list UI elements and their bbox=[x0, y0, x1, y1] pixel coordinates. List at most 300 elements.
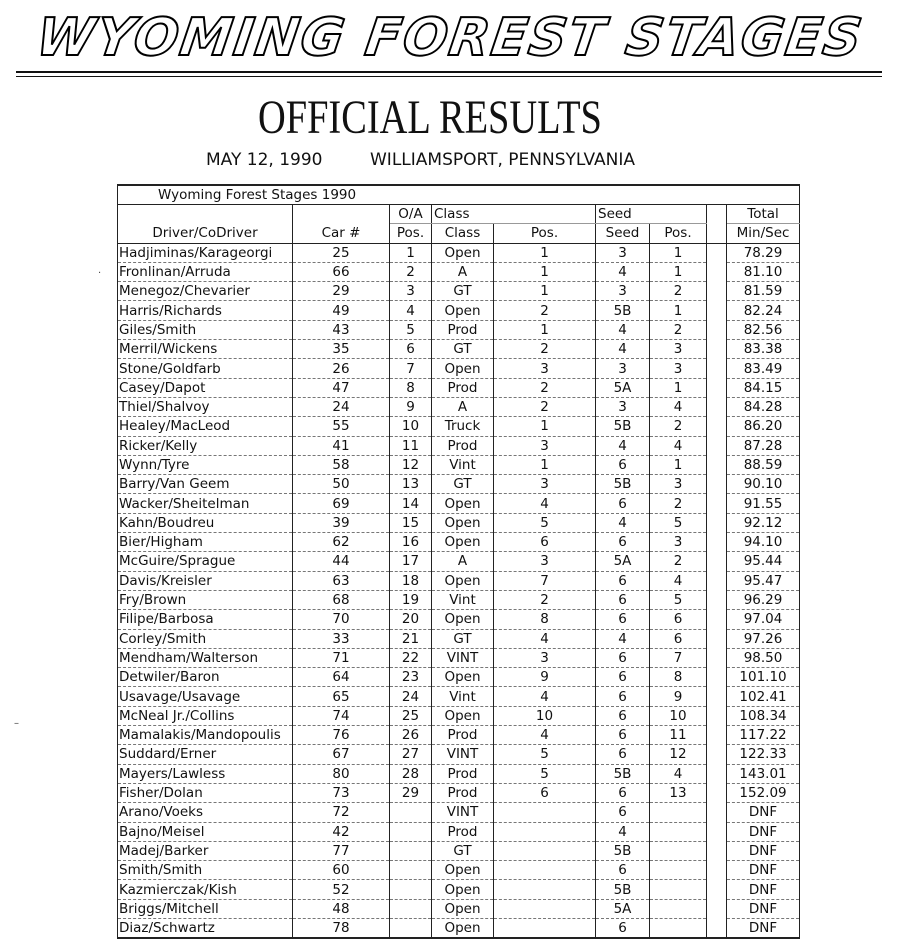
header-blank bbox=[118, 205, 293, 224]
cell-class-pos: 6 bbox=[494, 533, 596, 552]
cell-seed-pos: 4 bbox=[650, 436, 707, 455]
cell-seed: 5B bbox=[596, 880, 650, 899]
table-caption: Wyoming Forest Stages 1990 bbox=[118, 185, 800, 205]
cell-seed-pos bbox=[650, 861, 707, 880]
cell-driver: Mayers/Lawless bbox=[118, 764, 293, 783]
cell-oa-pos bbox=[390, 918, 432, 938]
cell-seed-pos: 2 bbox=[650, 320, 707, 339]
header-total-group: Total bbox=[727, 205, 800, 224]
cell-driver: Usavage/Usavage bbox=[118, 687, 293, 706]
table-row bbox=[118, 340, 800, 359]
cell-driver: Kahn/Boudreu bbox=[118, 513, 293, 532]
cell-seed: 6 bbox=[596, 803, 650, 822]
cell-seed: 6 bbox=[596, 533, 650, 552]
cell-gap bbox=[707, 706, 727, 725]
cell-oa-pos: 26 bbox=[390, 726, 432, 745]
cell-seed: 5A bbox=[596, 552, 650, 571]
cell-class: A bbox=[432, 552, 494, 571]
cell-oa-pos: 2 bbox=[390, 262, 432, 281]
cell-class: Prod bbox=[432, 764, 494, 783]
cell-car: 60 bbox=[293, 861, 390, 880]
cell-gap bbox=[707, 803, 727, 822]
cell-seed: 6 bbox=[596, 571, 650, 590]
cell-seed: 6 bbox=[596, 687, 650, 706]
cell-seed-pos: 4 bbox=[650, 764, 707, 783]
scan-speck: – bbox=[14, 718, 19, 729]
cell-seed: 3 bbox=[596, 397, 650, 416]
cell-time: 108.34 bbox=[727, 706, 800, 725]
cell-driver: McNeal Jr./Collins bbox=[118, 706, 293, 725]
cell-class: Open bbox=[432, 571, 494, 590]
cell-seed: 3 bbox=[596, 282, 650, 301]
cell-class: A bbox=[432, 397, 494, 416]
cell-oa-pos: 14 bbox=[390, 494, 432, 513]
cell-class-pos: 10 bbox=[494, 706, 596, 725]
cell-driver: Davis/Kreisler bbox=[118, 571, 293, 590]
cell-class-pos: 4 bbox=[494, 687, 596, 706]
cell-gap bbox=[707, 301, 727, 320]
cell-seed: 6 bbox=[596, 706, 650, 725]
cell-class-pos: 3 bbox=[494, 436, 596, 455]
cell-gap bbox=[707, 243, 727, 262]
page-title bbox=[0, 90, 860, 146]
cell-seed-pos bbox=[650, 918, 707, 938]
cell-driver: Merril/Wickens bbox=[118, 340, 293, 359]
cell-time: 143.01 bbox=[727, 764, 800, 783]
cell-car: 64 bbox=[293, 668, 390, 687]
cell-oa-pos: 8 bbox=[390, 378, 432, 397]
cell-class: Prod bbox=[432, 726, 494, 745]
cell-gap bbox=[707, 590, 727, 609]
cell-class-pos: 1 bbox=[494, 282, 596, 301]
cell-seed-pos bbox=[650, 822, 707, 841]
cell-driver: Stone/Goldfarb bbox=[118, 359, 293, 378]
cell-class-pos bbox=[494, 841, 596, 860]
cell-oa-pos: 12 bbox=[390, 455, 432, 474]
cell-gap bbox=[707, 533, 727, 552]
cell-class-pos: 1 bbox=[494, 262, 596, 281]
cell-car: 55 bbox=[293, 417, 390, 436]
cell-seed: 4 bbox=[596, 629, 650, 648]
cell-seed-pos: 2 bbox=[650, 282, 707, 301]
cell-driver: Arano/Voeks bbox=[118, 803, 293, 822]
cell-seed-pos: 8 bbox=[650, 668, 707, 687]
cell-seed: 6 bbox=[596, 783, 650, 802]
cell-gap bbox=[707, 899, 727, 918]
cell-seed-pos: 5 bbox=[650, 590, 707, 609]
cell-seed: 6 bbox=[596, 726, 650, 745]
cell-class: Truck bbox=[432, 417, 494, 436]
table-row bbox=[118, 918, 800, 938]
cell-time: 96.29 bbox=[727, 590, 800, 609]
cell-oa-pos bbox=[390, 803, 432, 822]
cell-gap bbox=[707, 552, 727, 571]
cell-car: 48 bbox=[293, 899, 390, 918]
table-row bbox=[118, 610, 800, 629]
table-row bbox=[118, 822, 800, 841]
cell-driver: Menegoz/Chevarier bbox=[118, 282, 293, 301]
banner-rule-thick bbox=[16, 71, 882, 73]
cell-driver: Filipe/Barbosa bbox=[118, 610, 293, 629]
cell-gap bbox=[707, 841, 727, 860]
cell-class: GT bbox=[432, 282, 494, 301]
cell-gap bbox=[707, 378, 727, 397]
cell-class-pos bbox=[494, 918, 596, 938]
cell-car: 65 bbox=[293, 687, 390, 706]
cell-seed: 4 bbox=[596, 320, 650, 339]
cell-car: 44 bbox=[293, 552, 390, 571]
cell-time: 82.56 bbox=[727, 320, 800, 339]
cell-car: 42 bbox=[293, 822, 390, 841]
cell-seed-pos: 6 bbox=[650, 610, 707, 629]
cell-seed-pos bbox=[650, 899, 707, 918]
cell-class-pos: 2 bbox=[494, 301, 596, 320]
page-title-text: OFFICIAL RESULTS bbox=[258, 91, 602, 144]
cell-seed-pos: 1 bbox=[650, 378, 707, 397]
cell-gap bbox=[707, 764, 727, 783]
cell-seed: 4 bbox=[596, 513, 650, 532]
cell-seed: 6 bbox=[596, 918, 650, 938]
cell-seed-pos: 1 bbox=[650, 301, 707, 320]
cell-class: Open bbox=[432, 243, 494, 262]
cell-time: 84.28 bbox=[727, 397, 800, 416]
cell-car: 63 bbox=[293, 571, 390, 590]
cell-time: 92.12 bbox=[727, 513, 800, 532]
cell-seed-pos bbox=[650, 880, 707, 899]
cell-gap bbox=[707, 513, 727, 532]
cell-seed-pos: 11 bbox=[650, 726, 707, 745]
cell-seed: 5B bbox=[596, 841, 650, 860]
cell-car: 49 bbox=[293, 301, 390, 320]
cell-class: Prod bbox=[432, 822, 494, 841]
cell-class-pos: 2 bbox=[494, 340, 596, 359]
table-row bbox=[118, 648, 800, 667]
cell-class-pos: 2 bbox=[494, 378, 596, 397]
cell-class: Open bbox=[432, 513, 494, 532]
cell-driver: Kazmierczak/Kish bbox=[118, 880, 293, 899]
cell-time: 95.47 bbox=[727, 571, 800, 590]
cell-oa-pos: 25 bbox=[390, 706, 432, 725]
cell-class-pos: 1 bbox=[494, 243, 596, 262]
cell-oa-pos: 20 bbox=[390, 610, 432, 629]
cell-class: VINT bbox=[432, 745, 494, 764]
cell-seed: 6 bbox=[596, 861, 650, 880]
cell-gap bbox=[707, 726, 727, 745]
cell-gap bbox=[707, 494, 727, 513]
event-date: MAY 12, 1990 bbox=[206, 150, 323, 170]
cell-gap bbox=[707, 282, 727, 301]
table-row bbox=[118, 513, 800, 532]
cell-seed-pos: 7 bbox=[650, 648, 707, 667]
cell-driver: Detwiler/Baron bbox=[118, 668, 293, 687]
cell-driver: Harris/Richards bbox=[118, 301, 293, 320]
cell-oa-pos bbox=[390, 822, 432, 841]
cell-car: 52 bbox=[293, 880, 390, 899]
cell-class: Vint bbox=[432, 455, 494, 474]
cell-time: 152.09 bbox=[727, 783, 800, 802]
cell-gap bbox=[707, 861, 727, 880]
cell-class-pos: 2 bbox=[494, 590, 596, 609]
cell-time: 97.04 bbox=[727, 610, 800, 629]
cell-driver: Briggs/Mitchell bbox=[118, 899, 293, 918]
header-class: Class bbox=[432, 224, 494, 243]
cell-oa-pos: 22 bbox=[390, 648, 432, 667]
table-row bbox=[118, 841, 800, 860]
cell-oa-pos: 9 bbox=[390, 397, 432, 416]
cell-class: Prod bbox=[432, 378, 494, 397]
cell-car: 68 bbox=[293, 590, 390, 609]
cell-driver: McGuire/Sprague bbox=[118, 552, 293, 571]
table-row bbox=[118, 552, 800, 571]
cell-time: 78.29 bbox=[727, 243, 800, 262]
cell-seed-pos: 1 bbox=[650, 262, 707, 281]
cell-driver: Mendham/Walterson bbox=[118, 648, 293, 667]
table-row bbox=[118, 629, 800, 648]
results-table bbox=[117, 184, 800, 939]
cell-seed: 6 bbox=[596, 455, 650, 474]
table-row bbox=[118, 359, 800, 378]
cell-time: 97.26 bbox=[727, 629, 800, 648]
cell-gap bbox=[707, 417, 727, 436]
cell-seed: 4 bbox=[596, 340, 650, 359]
cell-driver: Corley/Smith bbox=[118, 629, 293, 648]
cell-class: Open bbox=[432, 494, 494, 513]
cell-seed-pos: 3 bbox=[650, 340, 707, 359]
cell-seed-pos: 1 bbox=[650, 455, 707, 474]
cell-time: 83.49 bbox=[727, 359, 800, 378]
cell-time: 94.10 bbox=[727, 533, 800, 552]
cell-oa-pos: 3 bbox=[390, 282, 432, 301]
cell-seed-pos: 5 bbox=[650, 513, 707, 532]
cell-class-pos bbox=[494, 880, 596, 899]
cell-car: 25 bbox=[293, 243, 390, 262]
table-row bbox=[118, 803, 800, 822]
cell-oa-pos: 11 bbox=[390, 436, 432, 455]
event-location: WILLIAMSPORT, PENNSYLVANIA bbox=[370, 150, 636, 170]
cell-class: Open bbox=[432, 899, 494, 918]
cell-gap bbox=[707, 475, 727, 494]
cell-oa-pos bbox=[390, 899, 432, 918]
cell-seed-pos: 2 bbox=[650, 417, 707, 436]
cell-seed: 6 bbox=[596, 610, 650, 629]
cell-car: 70 bbox=[293, 610, 390, 629]
table-row bbox=[118, 301, 800, 320]
table-row bbox=[118, 861, 800, 880]
cell-driver: Casey/Dapot bbox=[118, 378, 293, 397]
cell-driver: Wynn/Tyre bbox=[118, 455, 293, 474]
cell-seed-pos bbox=[650, 841, 707, 860]
cell-car: 66 bbox=[293, 262, 390, 281]
cell-seed-pos: 6 bbox=[650, 629, 707, 648]
cell-seed-pos: 9 bbox=[650, 687, 707, 706]
cell-driver: Diaz/Schwartz bbox=[118, 918, 293, 938]
cell-seed: 6 bbox=[596, 668, 650, 687]
table-row bbox=[118, 687, 800, 706]
cell-seed-pos: 4 bbox=[650, 571, 707, 590]
cell-seed: 6 bbox=[596, 494, 650, 513]
cell-class: GT bbox=[432, 841, 494, 860]
table-row bbox=[118, 436, 800, 455]
header-gap bbox=[707, 205, 727, 224]
cell-oa-pos: 28 bbox=[390, 764, 432, 783]
cell-car: 73 bbox=[293, 783, 390, 802]
cell-driver: Wacker/Sheitelman bbox=[118, 494, 293, 513]
cell-oa-pos: 27 bbox=[390, 745, 432, 764]
cell-driver: Bier/Higham bbox=[118, 533, 293, 552]
table-row bbox=[118, 397, 800, 416]
cell-seed: 3 bbox=[596, 359, 650, 378]
cell-class-pos: 5 bbox=[494, 513, 596, 532]
cell-driver: Suddard/Erner bbox=[118, 745, 293, 764]
cell-class-pos: 8 bbox=[494, 610, 596, 629]
table-row bbox=[118, 262, 800, 281]
cell-gap bbox=[707, 783, 727, 802]
cell-time: 83.38 bbox=[727, 340, 800, 359]
table-row bbox=[118, 783, 800, 802]
table-row bbox=[118, 571, 800, 590]
scan-speck: · bbox=[98, 268, 102, 279]
cell-class: A bbox=[432, 262, 494, 281]
cell-oa-pos: 1 bbox=[390, 243, 432, 262]
cell-class: Open bbox=[432, 301, 494, 320]
cell-class-pos: 3 bbox=[494, 648, 596, 667]
cell-seed: 6 bbox=[596, 590, 650, 609]
dateline bbox=[0, 148, 900, 172]
cell-oa-pos: 29 bbox=[390, 783, 432, 802]
cell-class: GT bbox=[432, 340, 494, 359]
table-row bbox=[118, 668, 800, 687]
cell-class: Prod bbox=[432, 436, 494, 455]
cell-time: 87.28 bbox=[727, 436, 800, 455]
cell-car: 69 bbox=[293, 494, 390, 513]
cell-car: 43 bbox=[293, 320, 390, 339]
cell-driver: Ricker/Kelly bbox=[118, 436, 293, 455]
cell-class-pos: 1 bbox=[494, 320, 596, 339]
cell-class-pos: 3 bbox=[494, 552, 596, 571]
cell-seed: 6 bbox=[596, 745, 650, 764]
cell-seed: 5B bbox=[596, 764, 650, 783]
cell-seed: 5B bbox=[596, 301, 650, 320]
cell-oa-pos: 7 bbox=[390, 359, 432, 378]
cell-time: DNF bbox=[727, 880, 800, 899]
cell-car: 58 bbox=[293, 455, 390, 474]
cell-seed: 5B bbox=[596, 417, 650, 436]
cell-time: DNF bbox=[727, 918, 800, 938]
banner-title: WYOMING FOREST STAGES bbox=[32, 8, 868, 68]
header-time: Min/Sec bbox=[727, 224, 800, 243]
table-row bbox=[118, 282, 800, 301]
cell-class: Open bbox=[432, 918, 494, 938]
cell-gap bbox=[707, 455, 727, 474]
header-seed-pos: Pos. bbox=[650, 224, 707, 243]
table-row bbox=[118, 726, 800, 745]
cell-seed: 5B bbox=[596, 475, 650, 494]
cell-driver: Bajno/Meisel bbox=[118, 822, 293, 841]
cell-driver: Fronlinan/Arruda bbox=[118, 262, 293, 281]
cell-class: GT bbox=[432, 475, 494, 494]
header-driver: Driver/CoDriver bbox=[118, 224, 293, 243]
cell-gap bbox=[707, 822, 727, 841]
cell-gap bbox=[707, 918, 727, 938]
cell-gap bbox=[707, 340, 727, 359]
cell-class-pos bbox=[494, 822, 596, 841]
table-row bbox=[118, 706, 800, 725]
cell-oa-pos: 24 bbox=[390, 687, 432, 706]
table-row bbox=[118, 378, 800, 397]
cell-class-pos: 9 bbox=[494, 668, 596, 687]
cell-gap bbox=[707, 320, 727, 339]
header-car: Car # bbox=[293, 224, 390, 243]
cell-class-pos: 1 bbox=[494, 417, 596, 436]
cell-time: 81.59 bbox=[727, 282, 800, 301]
cell-class-pos bbox=[494, 803, 596, 822]
cell-class: VINT bbox=[432, 803, 494, 822]
cell-time: 102.41 bbox=[727, 687, 800, 706]
cell-class: Open bbox=[432, 359, 494, 378]
table-row bbox=[118, 880, 800, 899]
cell-time: 98.50 bbox=[727, 648, 800, 667]
cell-class: Open bbox=[432, 668, 494, 687]
cell-time: 86.20 bbox=[727, 417, 800, 436]
cell-oa-pos: 10 bbox=[390, 417, 432, 436]
cell-seed: 5A bbox=[596, 899, 650, 918]
cell-oa-pos: 15 bbox=[390, 513, 432, 532]
cell-oa-pos: 23 bbox=[390, 668, 432, 687]
table-row bbox=[118, 417, 800, 436]
cell-time: 91.55 bbox=[727, 494, 800, 513]
cell-seed: 6 bbox=[596, 648, 650, 667]
cell-seed-pos: 3 bbox=[650, 359, 707, 378]
table-row bbox=[118, 764, 800, 783]
cell-oa-pos: 19 bbox=[390, 590, 432, 609]
cell-car: 35 bbox=[293, 340, 390, 359]
cell-car: 29 bbox=[293, 282, 390, 301]
cell-oa-pos: 13 bbox=[390, 475, 432, 494]
cell-car: 72 bbox=[293, 803, 390, 822]
cell-gap bbox=[707, 397, 727, 416]
cell-class-pos: 5 bbox=[494, 764, 596, 783]
cell-gap bbox=[707, 436, 727, 455]
cell-driver: Giles/Smith bbox=[118, 320, 293, 339]
cell-driver: Barry/Van Geem bbox=[118, 475, 293, 494]
header-oa: O/A bbox=[390, 205, 432, 224]
table-row bbox=[118, 590, 800, 609]
cell-time: 81.10 bbox=[727, 262, 800, 281]
header-blank bbox=[293, 205, 390, 224]
table-row bbox=[118, 899, 800, 918]
cell-oa-pos bbox=[390, 861, 432, 880]
cell-oa-pos: 16 bbox=[390, 533, 432, 552]
cell-oa-pos: 5 bbox=[390, 320, 432, 339]
cell-seed-pos bbox=[650, 803, 707, 822]
banner-rule-thin bbox=[16, 76, 882, 77]
cell-class-pos: 4 bbox=[494, 726, 596, 745]
cell-time: 82.24 bbox=[727, 301, 800, 320]
cell-gap bbox=[707, 668, 727, 687]
cell-car: 76 bbox=[293, 726, 390, 745]
cell-time: DNF bbox=[727, 899, 800, 918]
cell-class-pos: 3 bbox=[494, 475, 596, 494]
cell-class: Open bbox=[432, 880, 494, 899]
cell-class: Open bbox=[432, 706, 494, 725]
cell-class-pos: 3 bbox=[494, 359, 596, 378]
cell-class: Vint bbox=[432, 687, 494, 706]
cell-gap bbox=[707, 262, 727, 281]
cell-seed: 3 bbox=[596, 243, 650, 262]
cell-class-pos: 1 bbox=[494, 455, 596, 474]
cell-seed: 4 bbox=[596, 436, 650, 455]
cell-car: 77 bbox=[293, 841, 390, 860]
